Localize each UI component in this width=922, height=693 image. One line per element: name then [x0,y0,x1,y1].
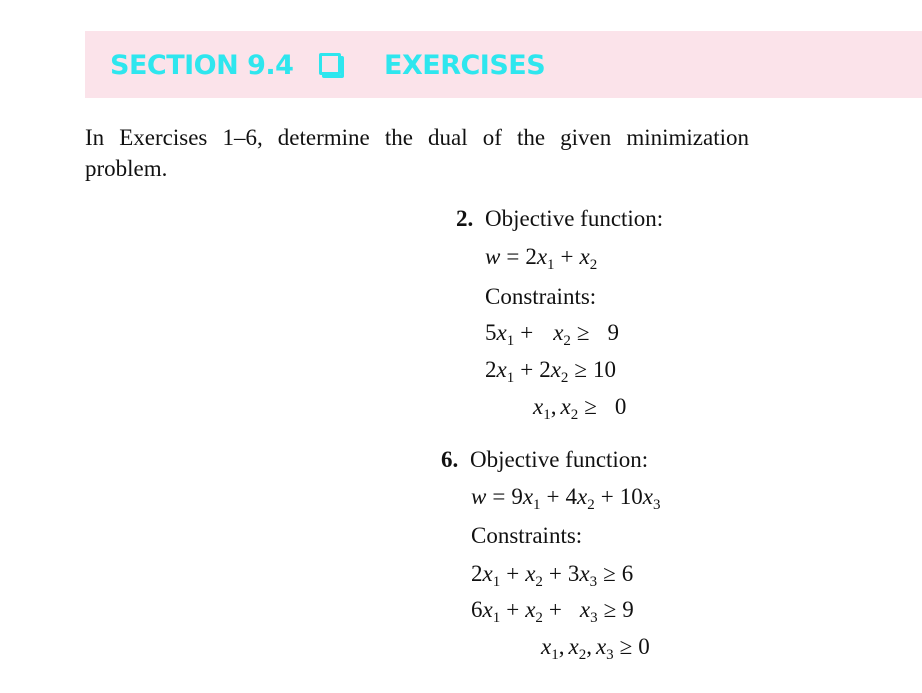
constraint-1 [485,318,619,348]
var: x [579,561,590,586]
var: x [482,597,493,622]
var: x [568,634,579,659]
var-w: w [485,244,501,269]
relation: ≥ [584,394,597,419]
coef: 9 [511,484,523,509]
subscript: 1 [551,647,559,663]
subscript: 3 [606,647,614,663]
section-label: SECTION 9.4 [110,50,294,81]
exercise-2-heading [456,204,663,234]
operator: + [546,484,560,509]
var: x [536,244,548,269]
nonnegativity-constraint [541,632,650,662]
var: x [496,320,507,345]
rhs: 9 [607,320,620,345]
objective-equation [471,482,660,512]
coef: 2 [525,244,537,269]
relation: ≥ [603,561,616,586]
coef: 2 [471,561,483,586]
coef: 2 [485,357,497,382]
coef: 3 [567,561,580,586]
subscript: 3 [589,574,598,590]
coef: 6 [471,597,483,622]
var: x [577,484,588,509]
subscript: 3 [590,610,598,626]
subscript: 1 [547,257,555,273]
subscript: 1 [533,497,541,513]
subscript: 1 [543,407,551,423]
relation: ≥ [576,320,590,345]
coef: 10 [619,484,643,509]
objective-label: Objective function: [485,206,664,231]
var: x [595,634,607,659]
operator: + [548,597,562,622]
square-box-icon [319,53,341,75]
objective-label: Objective function: [470,447,649,472]
rhs: 0 [638,634,650,659]
exercise-number: 2. [456,206,474,231]
var: x [525,597,536,622]
subscript: 2 [570,407,579,423]
relation: ≥ [603,597,617,622]
var: x [525,561,536,586]
nonnegativity-constraint [533,392,626,422]
exercise-instructions: In Exercises 1–6, determine the dual of the given minimization problem. [85,125,749,181]
coef: 4 [565,484,578,509]
var: x [642,484,653,509]
equals-sign: = [492,484,506,509]
var: x [496,357,507,382]
var-w: w [471,484,487,509]
subscript: 1 [492,574,501,590]
coef: 2 [539,357,551,382]
separator: , [558,634,565,659]
var: x [533,394,544,419]
separator: , [550,394,557,419]
rhs: 10 [593,357,617,382]
operator: + [506,597,520,622]
rhs: 6 [621,561,634,586]
var: x [579,244,590,269]
constraint-1 [471,559,633,589]
subscript: 3 [652,497,661,513]
var: x [560,394,571,419]
subscript: 1 [506,333,515,349]
constraints-label: Constraints: [485,284,597,309]
exercise-number: 6. [441,447,459,472]
subscript: 2 [535,574,543,590]
equals-sign: = [506,244,520,269]
subscript: 2 [560,370,569,386]
exercise-6-heading [441,445,648,475]
var: x [541,634,552,659]
var: x [550,357,561,382]
subscript: 1 [506,370,515,386]
subscript: 2 [589,257,598,273]
operator: + [548,561,562,586]
var: x [579,597,591,622]
objective-equation [485,242,597,272]
var: x [482,561,493,586]
operator: + [520,357,534,382]
coef: 5 [485,320,497,345]
operator: + [600,484,614,509]
operator: + [506,561,520,586]
var: x [553,320,564,345]
operator: + [560,244,574,269]
separator: , [586,634,592,659]
constraint-2 [485,355,616,385]
constraint-2 [471,595,634,625]
relation: ≥ [619,634,633,659]
rhs: 0 [614,394,627,419]
relation: ≥ [574,357,588,382]
subscript: 1 [492,610,501,626]
constraints-label: Constraints: [471,523,583,548]
subscript: 2 [587,497,595,513]
subscript: 2 [563,333,571,349]
var: x [522,484,534,509]
operator: + [520,320,534,345]
subscript: 2 [535,610,543,626]
rhs: 9 [622,597,634,622]
section-title: EXERCISES [384,50,546,81]
subscript: 2 [578,647,587,663]
